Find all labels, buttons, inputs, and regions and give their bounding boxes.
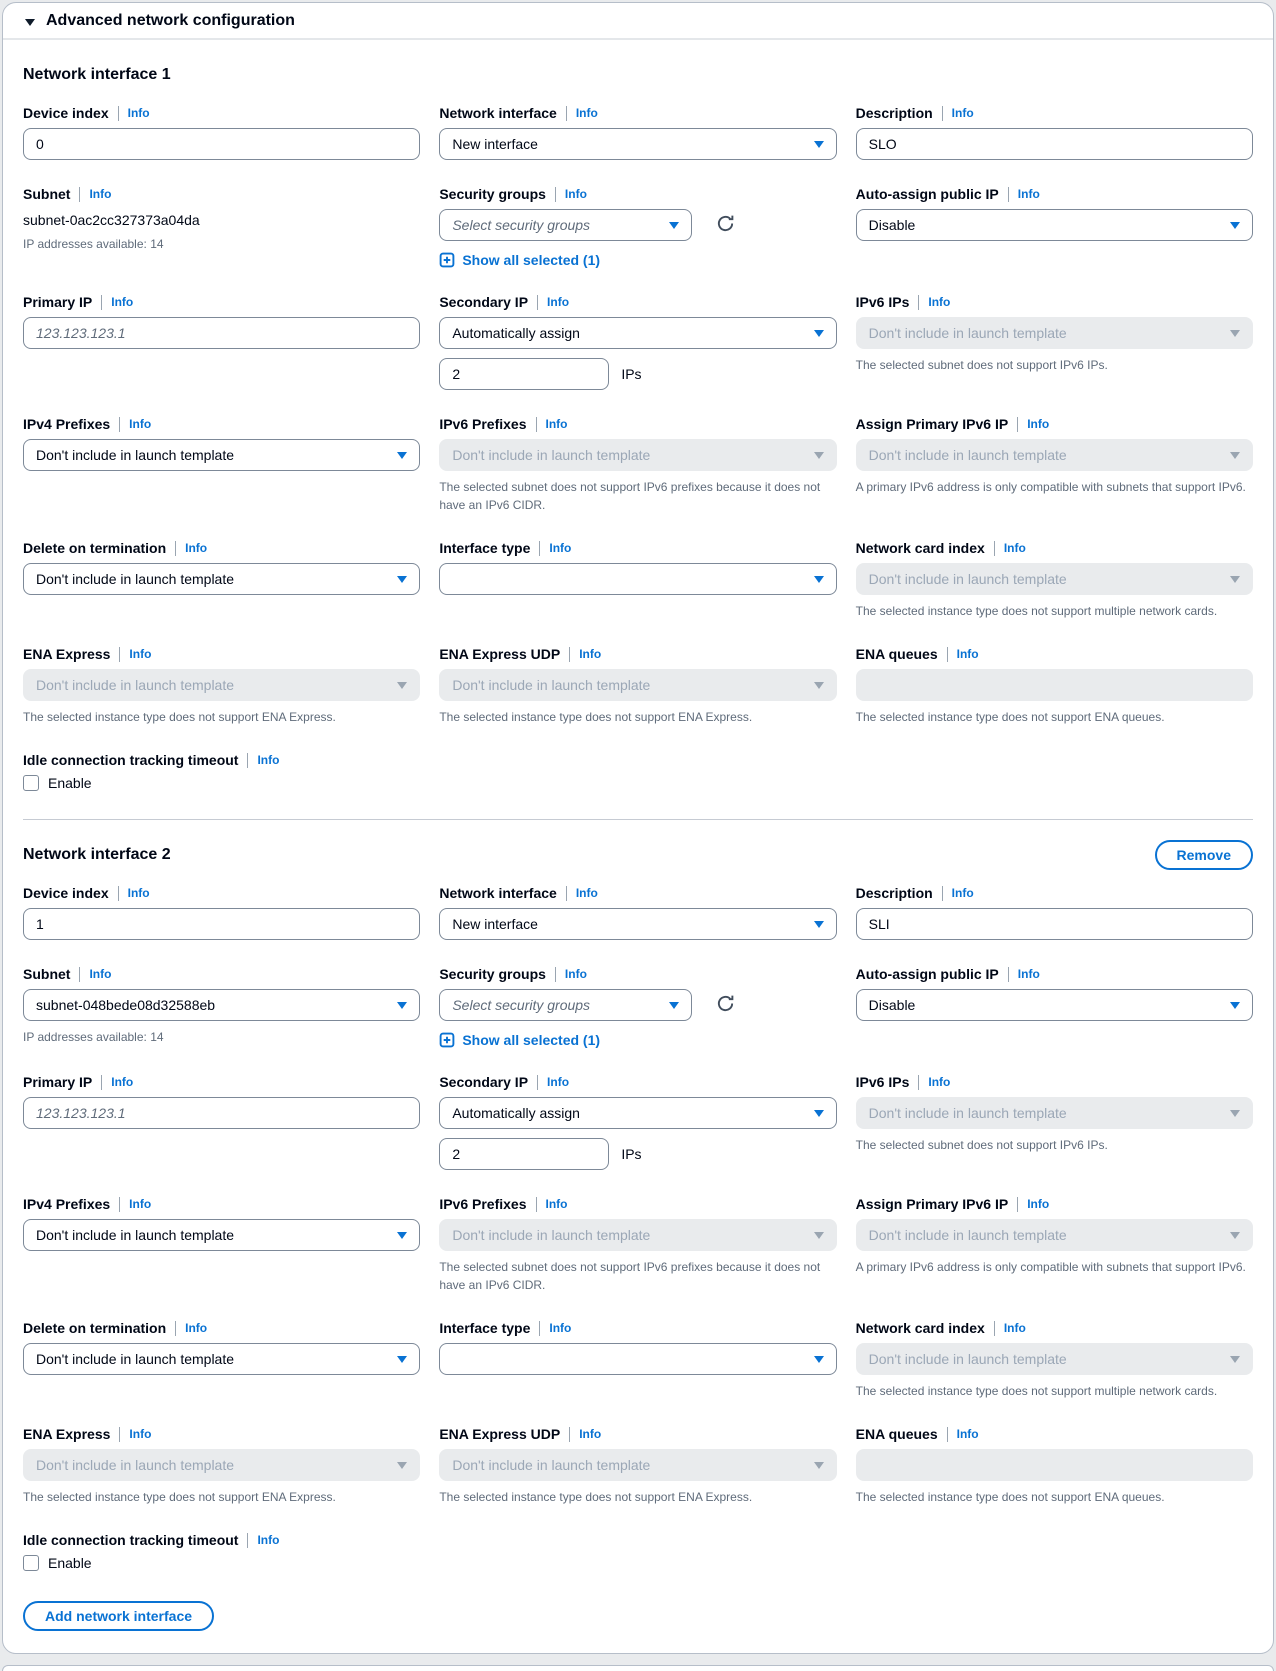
info-link[interactable]: Info <box>579 647 602 661</box>
ipv4-prefixes-select[interactable] <box>23 439 420 471</box>
secondary-ip-field <box>439 1074 836 1170</box>
ena-express-label: ENA Express <box>23 1426 111 1442</box>
info-link[interactable]: Info <box>1027 1197 1050 1211</box>
ipv6-ips-value: Don't include in launch template <box>868 1105 1067 1121</box>
ipv6-ips-help-text: The selected subnet does not support IPv6 IPs. <box>855 358 1108 372</box>
security-groups-select[interactable] <box>439 989 692 1021</box>
auto-assign-public-ip-field <box>856 186 1253 241</box>
device-index-label: Device index <box>23 105 109 121</box>
info-link[interactable]: Info <box>1003 541 1026 555</box>
ipv4-prefixes-select[interactable] <box>23 1219 420 1251</box>
idle-timeout-label: Idle connection tracking timeout <box>23 1532 239 1548</box>
network-card-index-field <box>856 540 1253 620</box>
secondary-ip-label: Secondary IP <box>439 1074 529 1090</box>
label-separator <box>569 647 570 662</box>
subnet-field <box>23 186 420 253</box>
ipv6-prefixes-value: Don't include in launch template <box>452 447 651 463</box>
primary-ip-field <box>23 1074 420 1129</box>
network-interface-select-value: New interface <box>452 136 538 152</box>
ena-express-udp-value: Don't include in launch template <box>452 1457 651 1473</box>
assign-primary-ipv6-help-text: A primary IPv6 address is only compatible with subnets that support IPv6. <box>855 480 1246 494</box>
ipv4-prefixes-value: Don't include in launch template <box>36 1227 235 1243</box>
subnet-select-value: subnet-048bede08d32588eb <box>36 997 216 1013</box>
ipv6-ips-label: IPv6 IPs <box>855 294 910 310</box>
ena-express-udp-field <box>439 646 836 726</box>
show-all-selected-label: Show all selected (1) <box>462 1032 601 1048</box>
chevron-down-icon <box>1230 1232 1240 1239</box>
enable-checkbox-label: Enable <box>48 1555 92 1571</box>
label-separator <box>918 1075 919 1090</box>
refresh-icon <box>716 214 735 236</box>
label-separator <box>994 541 995 556</box>
info-link[interactable]: Info <box>89 967 112 981</box>
delete-on-termination-label: Delete on termination <box>23 540 167 556</box>
info-link[interactable]: Info <box>1017 967 1040 981</box>
label-separator <box>119 647 120 662</box>
label-separator <box>569 1427 570 1442</box>
refresh-button[interactable] <box>716 994 735 1016</box>
chevron-down-icon <box>669 1002 679 1009</box>
label-separator <box>118 106 119 121</box>
ena-queues-help-text: The selected instance type does not support ENA queues. <box>855 1490 1165 1504</box>
advanced-network-configuration-card <box>2 2 1274 1654</box>
label-separator <box>1008 187 1009 202</box>
assign-primary-ipv6-label: Assign Primary IPv6 IP <box>855 1196 1009 1212</box>
info-link[interactable]: Info <box>564 187 587 201</box>
auto-assign-public-ip-select[interactable] <box>856 209 1253 241</box>
info-link[interactable]: Info <box>127 106 150 120</box>
next-section-card-top <box>2 1665 1274 1671</box>
security-groups-label: Security groups <box>439 186 546 202</box>
ena-express-select <box>23 1449 420 1481</box>
expandable-section-header[interactable] <box>3 3 1273 40</box>
ena-queues-input <box>856 669 1253 701</box>
label-separator <box>555 187 556 202</box>
auto-assign-public-ip-value: Disable <box>868 997 916 1013</box>
ena-queues-label: ENA queues <box>855 1426 938 1442</box>
label-separator <box>101 1075 102 1090</box>
network-interface-1-title: Network interface 1 <box>23 66 171 83</box>
info-link[interactable]: Info <box>127 886 150 900</box>
info-link[interactable]: Info <box>549 541 572 555</box>
interface-type-field <box>439 540 836 595</box>
chevron-down-icon <box>814 330 824 337</box>
info-link[interactable]: Info <box>545 417 568 431</box>
ena-queues-field <box>856 1426 1253 1506</box>
assign-primary-ipv6-select <box>856 1219 1253 1251</box>
subnet-label: Subnet <box>23 966 71 982</box>
ena-queues-field <box>856 646 1253 726</box>
label-separator <box>247 753 248 768</box>
primary-ip-label: Primary IP <box>23 294 93 310</box>
description-label: Description <box>855 885 933 901</box>
chevron-down-icon <box>397 682 407 689</box>
ips-suffix-label: IPs <box>621 1146 642 1162</box>
ipv4-prefixes-field <box>23 416 420 471</box>
info-link[interactable]: Info <box>547 295 570 309</box>
label-separator <box>101 295 102 310</box>
chevron-down-icon <box>397 1232 407 1239</box>
security-groups-placeholder: Select security groups <box>452 217 591 233</box>
secondary-ip-count-input[interactable] <box>439 1138 609 1170</box>
ipv6-prefixes-field <box>439 1196 836 1294</box>
label-separator <box>536 1197 537 1212</box>
ena-express-udp-select <box>439 669 836 701</box>
security-groups-select[interactable] <box>439 209 692 241</box>
assign-primary-ipv6-value: Don't include in launch template <box>868 447 1067 463</box>
info-link[interactable]: Info <box>928 295 951 309</box>
secondary-ip-value: Automatically assign <box>452 1105 580 1121</box>
ena-express-label: ENA Express <box>23 646 111 662</box>
ena-express-udp-select <box>439 1449 836 1481</box>
ipv6-ips-field <box>856 294 1253 374</box>
ipv6-ips-select <box>856 1097 1253 1129</box>
refresh-button[interactable] <box>716 214 735 236</box>
chevron-down-icon <box>814 682 824 689</box>
ipv6-prefixes-field <box>439 416 836 514</box>
security-groups-field <box>439 186 836 268</box>
network-interface-field <box>439 885 836 940</box>
label-separator <box>1008 967 1009 982</box>
network-interface-field <box>439 105 836 160</box>
ipv4-prefixes-label: IPv4 Prefixes <box>23 1196 111 1212</box>
ena-express-help-text: The selected instance type does not support ENA Express. <box>23 710 336 724</box>
network-card-index-value: Don't include in launch template <box>868 571 1067 587</box>
ena-express-value: Don't include in launch template <box>36 1457 235 1473</box>
label-separator <box>947 647 948 662</box>
info-link[interactable]: Info <box>129 417 152 431</box>
info-link[interactable]: Info <box>564 967 587 981</box>
info-link[interactable]: Info <box>951 886 974 900</box>
info-link[interactable]: Info <box>575 106 598 120</box>
ipv6-prefixes-select <box>439 439 836 471</box>
show-all-selected-label: Show all selected (1) <box>462 252 601 268</box>
expand-plus-icon <box>439 252 455 268</box>
label-separator <box>947 1427 948 1442</box>
label-separator <box>175 1321 176 1336</box>
ipv6-prefixes-value: Don't include in launch template <box>452 1227 651 1243</box>
auto-assign-public-ip-field <box>856 966 1253 1021</box>
ena-express-help-text: The selected instance type does not support ENA Express. <box>23 1490 336 1504</box>
primary-ip-label: Primary IP <box>23 1074 93 1090</box>
info-link[interactable]: Info <box>185 541 208 555</box>
chevron-down-icon <box>814 576 824 583</box>
subnet-field <box>23 966 420 1046</box>
chevron-down-icon <box>814 1232 824 1239</box>
ipv6-ips-select <box>856 317 1253 349</box>
delete-on-termination-field <box>23 1320 420 1375</box>
info-link[interactable]: Info <box>575 886 598 900</box>
assign-primary-ipv6-label: Assign Primary IPv6 IP <box>855 416 1009 432</box>
secondary-ip-value: Automatically assign <box>452 325 580 341</box>
network-interface-label: Network interface <box>439 105 557 121</box>
ipv4-prefixes-value: Don't include in launch template <box>36 447 235 463</box>
ipv6-ips-field <box>856 1074 1253 1154</box>
chevron-down-icon <box>1230 452 1240 459</box>
ena-express-udp-value: Don't include in launch template <box>452 677 651 693</box>
info-link[interactable]: Info <box>257 753 280 767</box>
subnet-id-text: subnet-0ac2cc327373a04da <box>23 212 200 228</box>
security-groups-placeholder: Select security groups <box>452 997 591 1013</box>
label-separator <box>555 967 556 982</box>
network-card-index-select <box>856 1343 1253 1375</box>
ena-queues-label: ENA queues <box>855 646 938 662</box>
assign-primary-ipv6-help-text: A primary IPv6 address is only compatible with subnets that support IPv6. <box>855 1260 1246 1274</box>
label-separator <box>119 1427 120 1442</box>
network-interface-label: Network interface <box>439 885 557 901</box>
network-interface-select-value: New interface <box>452 916 538 932</box>
network-card-index-label: Network card index <box>855 1320 985 1336</box>
label-separator <box>79 967 80 982</box>
chevron-down-icon <box>814 141 824 148</box>
label-separator <box>536 417 537 432</box>
chevron-down-icon <box>1230 330 1240 337</box>
chevron-down-icon <box>814 1462 824 1469</box>
secondary-ip-select[interactable] <box>439 1097 836 1129</box>
network-card-index-label: Network card index <box>855 540 985 556</box>
description-input[interactable] <box>856 908 1253 940</box>
info-link[interactable]: Info <box>257 1533 280 1547</box>
auto-assign-public-ip-label: Auto-assign public IP <box>855 966 999 982</box>
chevron-down-icon <box>814 1356 824 1363</box>
ena-queues-input <box>856 1449 1253 1481</box>
enable-checkbox-label: Enable <box>48 775 92 791</box>
label-separator <box>175 541 176 556</box>
primary-ip-input[interactable] <box>23 317 420 349</box>
delete-on-termination-value: Don't include in launch template <box>36 1351 235 1367</box>
primary-ip-input[interactable] <box>23 1097 420 1129</box>
subnet-label: Subnet <box>23 186 71 202</box>
secondary-ip-select[interactable] <box>439 317 836 349</box>
chevron-down-icon <box>1230 576 1240 583</box>
info-link[interactable]: Info <box>547 1075 570 1089</box>
network-card-index-value: Don't include in launch template <box>868 1351 1067 1367</box>
remove-interface-button[interactable]: Remove <box>1155 840 1253 870</box>
ena-express-select <box>23 669 420 701</box>
label-separator <box>79 187 80 202</box>
ipv6-ips-help-text: The selected subnet does not support IPv6 IPs. <box>855 1138 1108 1152</box>
security-groups-field <box>439 966 836 1048</box>
info-link[interactable]: Info <box>129 1197 152 1211</box>
chevron-down-icon <box>397 1356 407 1363</box>
ena-express-udp-help-text: The selected instance type does not support ENA Express. <box>439 710 753 724</box>
assign-primary-ipv6-value: Don't include in launch template <box>868 1227 1067 1243</box>
assign-primary-ipv6-select <box>856 439 1253 471</box>
ipv6-prefixes-select <box>439 1219 836 1251</box>
ipv4-prefixes-label: IPv4 Prefixes <box>23 416 111 432</box>
label-separator <box>539 1321 540 1336</box>
ipv4-prefixes-field <box>23 1196 420 1251</box>
expand-plus-icon <box>439 1032 455 1048</box>
enable-checkbox[interactable] <box>23 775 39 791</box>
chevron-down-icon <box>669 222 679 229</box>
description-field <box>856 885 1253 940</box>
show-all-selected-link[interactable] <box>439 1032 836 1048</box>
subnet-ip-available-text: IP addresses available: 14 <box>23 237 164 251</box>
primary-ip-field <box>23 294 420 349</box>
secondary-ip-label: Secondary IP <box>439 294 529 310</box>
add-network-interface-button[interactable]: Add network interface <box>23 1601 214 1631</box>
label-separator <box>118 886 119 901</box>
label-separator <box>918 295 919 310</box>
description-field <box>856 105 1253 160</box>
section-divider <box>23 819 1253 820</box>
ipv6-ips-label: IPv6 IPs <box>855 1074 910 1090</box>
label-separator <box>539 541 540 556</box>
auto-assign-public-ip-value: Disable <box>868 217 916 233</box>
delete-on-termination-field <box>23 540 420 595</box>
collapse-triangle-icon <box>25 19 35 26</box>
network-card-index-help-text: The selected instance type does not support multiple network cards. <box>855 1384 1218 1398</box>
ena-express-field <box>23 646 420 726</box>
ena-express-udp-label: ENA Express UDP <box>439 1426 561 1442</box>
device-index-input[interactable] <box>23 908 420 940</box>
chevron-down-icon <box>814 1110 824 1117</box>
info-link[interactable]: Info <box>1003 1321 1026 1335</box>
chevron-down-icon <box>1230 222 1240 229</box>
label-separator <box>119 417 120 432</box>
network-card-index-field <box>856 1320 1253 1400</box>
label-separator <box>994 1321 995 1336</box>
ena-express-udp-field <box>439 1426 836 1506</box>
label-separator <box>1017 417 1018 432</box>
chevron-down-icon <box>397 576 407 583</box>
label-separator <box>942 106 943 121</box>
chevron-down-icon <box>1230 1110 1240 1117</box>
ipv6-ips-value: Don't include in launch template <box>868 325 1067 341</box>
label-separator <box>537 295 538 310</box>
assign-primary-ipv6-field <box>856 1196 1253 1276</box>
description-label: Description <box>855 105 933 121</box>
ips-suffix-label: IPs <box>621 366 642 382</box>
info-link[interactable]: Info <box>1017 187 1040 201</box>
info-link[interactable]: Info <box>185 1321 208 1335</box>
ena-queues-help-text: The selected instance type does not support ENA queues. <box>855 710 1165 724</box>
chevron-down-icon <box>397 1002 407 1009</box>
info-link[interactable]: Info <box>928 1075 951 1089</box>
device-index-field <box>23 885 420 940</box>
assign-primary-ipv6-field <box>856 416 1253 496</box>
info-link[interactable]: Info <box>129 647 152 661</box>
label-separator <box>566 106 567 121</box>
secondary-ip-field <box>439 294 836 390</box>
delete-on-termination-select[interactable] <box>23 1343 420 1375</box>
device-index-field <box>23 105 420 160</box>
ena-express-value: Don't include in launch template <box>36 677 235 693</box>
label-separator <box>566 886 567 901</box>
info-link[interactable]: Info <box>956 647 979 661</box>
chevron-down-icon <box>814 921 824 928</box>
enable-checkbox[interactable] <box>23 1555 39 1571</box>
interface-type-select[interactable] <box>439 563 836 595</box>
info-link[interactable]: Info <box>89 187 112 201</box>
subnet-ip-available-text: IP addresses available: 14 <box>23 1030 164 1044</box>
subnet-select[interactable] <box>23 989 420 1021</box>
idle-timeout-field <box>23 752 1253 791</box>
interface-type-label: Interface type <box>439 1320 531 1336</box>
label-separator <box>537 1075 538 1090</box>
interface-type-label: Interface type <box>439 540 531 556</box>
interface-type-field <box>439 1320 836 1375</box>
info-link[interactable]: Info <box>951 106 974 120</box>
security-groups-label: Security groups <box>439 966 546 982</box>
network-interface-2-section <box>23 838 1253 1571</box>
network-interface-2-title: Network interface 2 <box>23 846 171 863</box>
info-link[interactable]: Info <box>956 1427 979 1441</box>
info-link[interactable]: Info <box>545 1197 568 1211</box>
network-interface-1-section <box>23 58 1253 791</box>
card-body <box>3 40 1273 1653</box>
network-card-index-help-text: The selected instance type does not support multiple network cards. <box>855 604 1218 618</box>
device-index-label: Device index <box>23 885 109 901</box>
section-header-title: Advanced network configuration <box>46 12 295 29</box>
network-interface-select[interactable] <box>439 128 836 160</box>
info-link[interactable]: Info <box>111 1075 134 1089</box>
show-all-selected-link[interactable] <box>439 252 836 268</box>
chevron-down-icon <box>397 452 407 459</box>
ena-express-field <box>23 1426 420 1506</box>
auto-assign-public-ip-select[interactable] <box>856 989 1253 1021</box>
network-interface-select[interactable] <box>439 908 836 940</box>
idle-timeout-field <box>23 1532 1253 1571</box>
info-link[interactable]: Info <box>1027 417 1050 431</box>
interface-type-select[interactable] <box>439 1343 836 1375</box>
delete-on-termination-select[interactable] <box>23 563 420 595</box>
ipv6-prefixes-label: IPv6 Prefixes <box>439 1196 527 1212</box>
info-link[interactable]: Info <box>549 1321 572 1335</box>
label-separator <box>1017 1197 1018 1212</box>
refresh-icon <box>716 994 735 1016</box>
info-link[interactable]: Info <box>579 1427 602 1441</box>
secondary-ip-count-input[interactable] <box>439 358 609 390</box>
info-link[interactable]: Info <box>129 1427 152 1441</box>
label-separator <box>119 1197 120 1212</box>
ena-express-udp-label: ENA Express UDP <box>439 646 561 662</box>
chevron-down-icon <box>397 1462 407 1469</box>
delete-on-termination-value: Don't include in launch template <box>36 571 235 587</box>
device-index-input[interactable] <box>23 128 420 160</box>
chevron-down-icon <box>1230 1002 1240 1009</box>
label-separator <box>247 1533 248 1548</box>
ipv6-prefixes-label: IPv6 Prefixes <box>439 416 527 432</box>
info-link[interactable]: Info <box>111 295 134 309</box>
description-input[interactable] <box>856 128 1253 160</box>
label-separator <box>942 886 943 901</box>
delete-on-termination-label: Delete on termination <box>23 1320 167 1336</box>
ena-express-udp-help-text: The selected instance type does not support ENA Express. <box>439 1490 753 1504</box>
idle-timeout-label: Idle connection tracking timeout <box>23 752 239 768</box>
ipv6-prefixes-help-text: The selected subnet does not support IPv6 prefixes because it does not have an IPv6 CIDR. <box>439 480 821 512</box>
network-card-index-select <box>856 563 1253 595</box>
chevron-down-icon <box>814 452 824 459</box>
ipv6-prefixes-help-text: The selected subnet does not support IPv6 prefixes because it does not have an IPv6 CIDR. <box>439 1260 821 1292</box>
chevron-down-icon <box>1230 1356 1240 1363</box>
auto-assign-public-ip-label: Auto-assign public IP <box>855 186 999 202</box>
